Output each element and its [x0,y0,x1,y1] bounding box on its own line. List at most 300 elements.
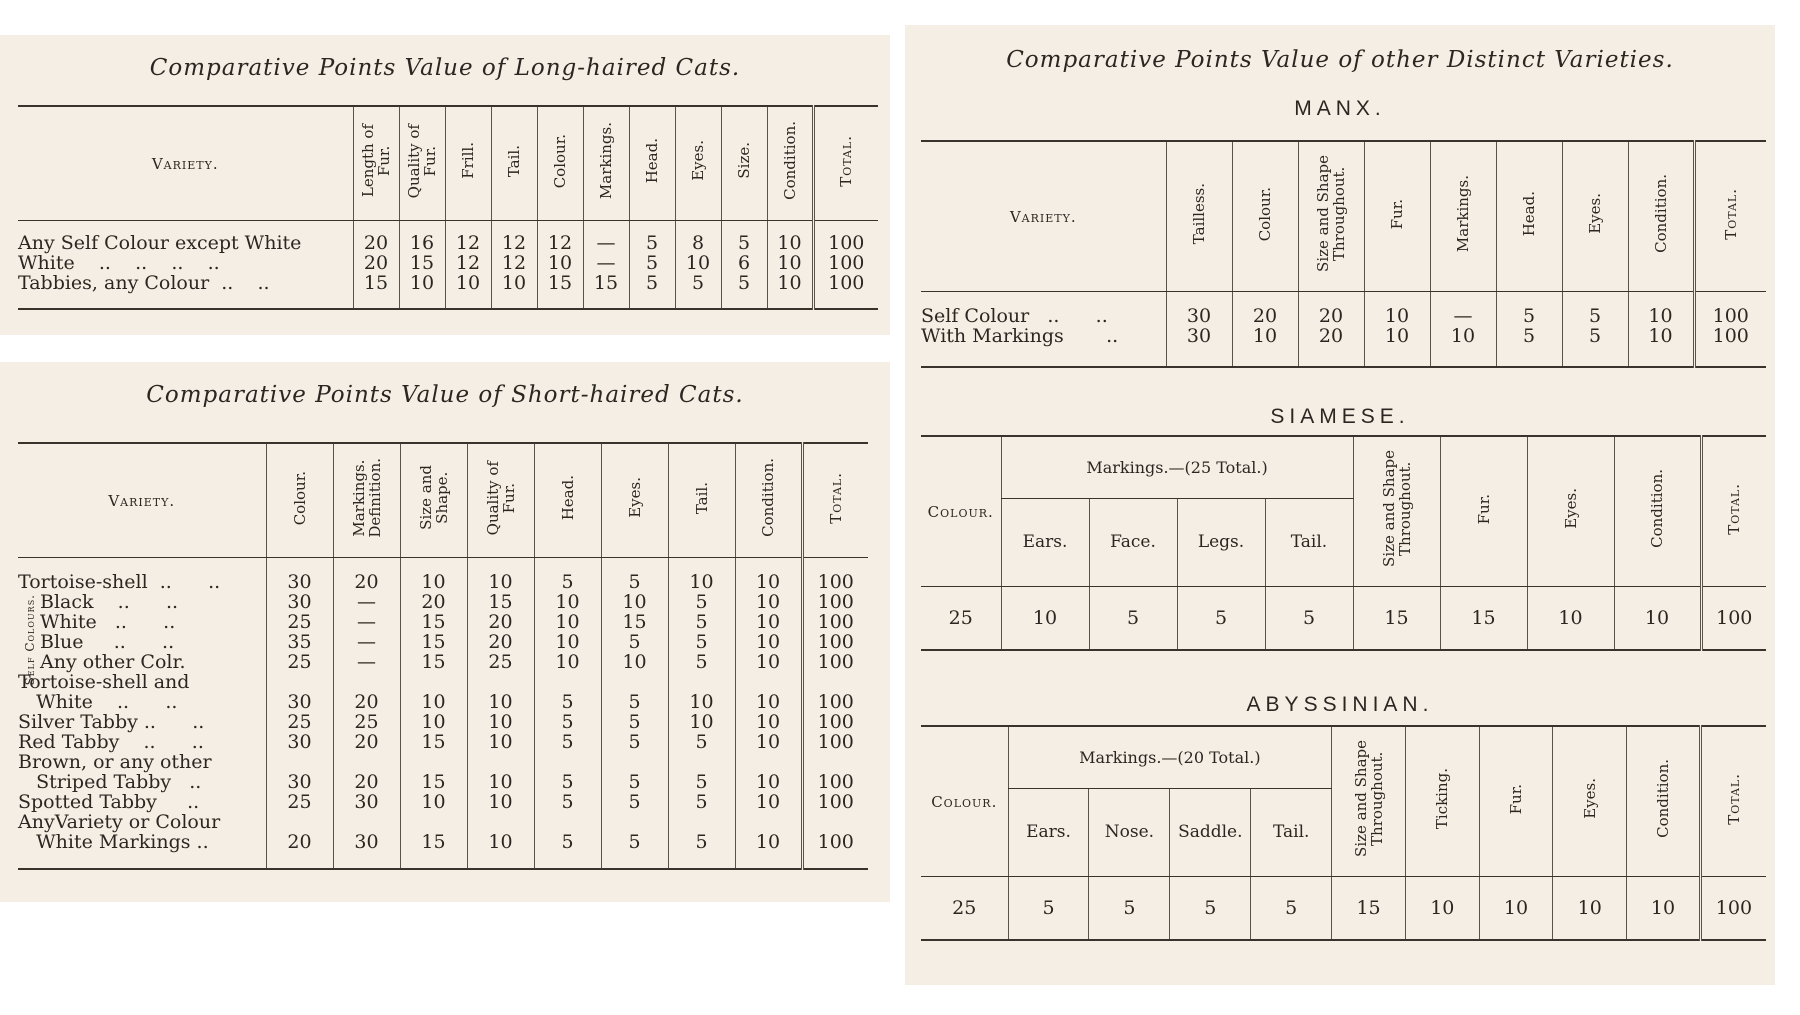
table-cell: 25 [921,586,1001,650]
table-cell: 100 [802,752,868,792]
table-cell: 15 [400,732,467,752]
table-cell: 100 [802,812,868,869]
table-cell: 5 [721,273,767,309]
table-cell: 100 [1701,586,1766,650]
short-haired-col-header [601,443,668,557]
table-cell: 30 [1166,291,1232,326]
table-cell: 15 [467,592,534,612]
table-row [921,586,1766,650]
abyssinian-col-header [1332,726,1406,876]
variety-name-text: White .. .. [40,610,176,633]
short-haired-body [18,557,868,869]
table-cell: 15 [400,652,467,672]
table-cell: 10 [735,592,802,612]
siamese-body [921,586,1766,650]
table-cell: 5 [601,752,668,792]
long-haired-col-header [767,106,813,220]
siamese-markings-sub-header: Tail. [1265,498,1353,586]
table-row [18,712,868,732]
table-cell: 5 [534,557,601,592]
table-cell: 20 [1232,291,1298,326]
table-cell: — [583,220,629,253]
table-cell: — [333,652,400,672]
table-cell: 10 [399,273,445,309]
table-cell: 5 [1089,876,1170,940]
other-varieties-panel [905,25,1775,985]
variety-name-text: Spotted Tabby .. [18,790,200,813]
table-cell: 10 [1628,291,1694,326]
table-row [18,592,868,612]
table-cell: 10 [735,752,802,792]
table-row [18,612,868,632]
long-haired-col-label: Eyes. [689,140,707,182]
table-row [18,557,868,592]
table-cell: 5 [1251,876,1332,940]
table-cell: 10 [735,612,802,632]
table-cell: 10 [1364,291,1430,326]
abyssinian-col-label: Condition. [1653,759,1672,839]
short-haired-col-header [467,443,534,557]
short-haired-table [18,442,868,870]
table-cell: 5 [668,752,735,792]
table-cell: 100 [802,732,868,752]
table-cell: 10 [467,812,534,869]
table-cell: 10 [1553,876,1627,940]
manx-col-header [1694,141,1766,291]
table-cell: 25 [467,652,534,672]
manx-header-row [921,141,1766,291]
table-row [18,652,868,672]
table-cell: 5 [1496,326,1562,367]
table-cell: 5 [668,812,735,869]
table-cell: 20 [333,732,400,752]
table-cell: 100 [1694,291,1766,326]
short-haired-panel [0,362,890,902]
variety-name [18,732,266,752]
table-cell: 25 [266,792,333,812]
table-cell: 30 [1166,326,1232,367]
siamese-markings-sub-header: Legs. [1177,498,1265,586]
long-haired-variety-header [18,106,353,220]
siamese-col-label: Total. [1725,482,1744,535]
table-cell: 10 [1628,326,1694,367]
short-haired-col-label: Eyes. [625,477,644,519]
variety-name: Any Self Colour except White [18,231,302,254]
table-cell: 5 [1170,876,1251,940]
table-cell: 6 [721,253,767,273]
table-cell: 10 [534,592,601,612]
long-haired-col-header [445,106,491,220]
table-cell: 5 [721,220,767,253]
long-haired-col-header [675,106,721,220]
abyssinian-colour-header: Colour. [921,726,1008,876]
table-cell: 5 [601,557,668,592]
manx-col-header [1166,141,1232,291]
table-row [18,792,868,812]
table-cell: 10 [668,712,735,732]
short-haired-col-header [802,443,868,557]
table-cell: 10 [400,557,467,592]
table-cell: 16 [399,220,445,253]
manx-col-label: Eyes. [1586,193,1604,235]
table-row [921,876,1766,940]
table-cell: 25 [333,712,400,732]
long-haired-col-header [629,106,675,220]
table-cell: 10 [534,632,601,652]
abyssinian-col-label: Fur. [1507,783,1526,814]
table-cell: 30 [266,752,333,792]
table-cell: 12 [445,220,491,253]
table-cell: 10 [735,672,802,712]
variety-name: Tabbies, any Colour .. .. [18,273,353,309]
table-cell: 10 [1430,326,1496,367]
table-cell: 12 [491,220,537,253]
variety-name-text: Tortoise-shell and White .. .. [18,670,190,713]
abyssinian-col-label: Ticking. [1433,768,1452,830]
table-cell: 5 [668,732,735,752]
table-cell: 10 [467,752,534,792]
table-cell: 10 [767,220,813,253]
table-row [18,812,868,869]
table-row [921,326,1766,367]
table-cell: 5 [601,732,668,752]
variety-name [18,612,266,632]
table-cell: 100 [802,672,868,712]
table-cell: 10 [445,273,491,309]
table-cell: 5 [1089,586,1177,650]
table-cell: 5 [1496,291,1562,326]
table-cell: 100 [813,273,878,309]
table-cell: 5 [675,273,721,309]
table-cell: 10 [1479,876,1553,940]
long-haired-col-label: Frill. [459,142,477,180]
manx-col-label: Tailless. [1190,183,1208,245]
short-haired-col-label: Markings. Definition. [349,457,384,538]
short-haired-col-label: Head. [558,475,577,521]
long-haired-col-label: Colour. [551,133,569,188]
table-cell: 10 [601,652,668,672]
long-haired-col-label: Total. [837,134,856,187]
abyssinian-col-header [1700,726,1766,876]
self-colours-label: Self Colours. [23,593,37,685]
table-cell: 30 [266,557,333,592]
table-cell: 10 [467,557,534,592]
siamese-markings-sub-header: Face. [1089,498,1177,586]
manx-col-label: Colour. [1256,186,1274,241]
table-row [18,253,878,273]
table-cell: 12 [491,253,537,273]
table-cell: 25 [266,612,333,632]
table-row [18,220,878,253]
variety-name-text: Silver Tabby .. .. [18,710,205,733]
table-cell: 10 [767,273,813,309]
table-cell: 5 [534,732,601,752]
short-haired-col-header [266,443,333,557]
variety-name-text: AnyVariety or Colour White Markings .. [18,810,221,853]
short-haired-title: Comparative Points Value of Short-haired Cats. [146,382,744,408]
table-cell: 5 [534,812,601,869]
manx-col-header [1496,141,1562,291]
long-haired-col-header [399,106,445,220]
siamese-colour-header: Colour. [921,436,1001,586]
table-cell: 5 [629,220,675,253]
table-cell: 25 [266,712,333,732]
table-cell: 10 [1232,326,1298,367]
table-cell: 5 [668,612,735,632]
table-cell: 5 [601,792,668,812]
table-cell: 30 [266,732,333,752]
variety-name-text: Blue .. .. [40,630,175,653]
long-haired-col-label: Length of Fur. [359,124,393,198]
table-cell: 15 [400,632,467,652]
table-cell: 10 [1364,326,1430,367]
table-cell: 20 [400,592,467,612]
table-cell: 35 [266,632,333,652]
abyssinian-col-label: Size and Shape Throughout. [1351,740,1386,858]
table-cell: 10 [467,792,534,812]
manx-heading: MANX. [1294,97,1386,120]
table-row [18,273,878,309]
table-cell: 20 [467,632,534,652]
long-haired-body [18,220,878,309]
table-cell: 100 [1694,326,1766,367]
short-haired-col-label: Quality of Fur. [483,460,518,535]
manx-variety-label: Variety. [1009,208,1077,227]
variety-name: With Markings .. [921,326,1166,367]
table-cell: 15 [537,273,583,309]
table-cell: 100 [802,612,868,632]
table-cell: 10 [675,253,721,273]
variety-name-text: Brown, or any other Striped Tabby .. [18,750,212,793]
short-haired-variety-label: Variety. [108,492,176,511]
table-cell: 10 [467,732,534,752]
table-cell: — [333,612,400,632]
siamese-col-header [1614,436,1701,586]
table-cell: 5 [601,712,668,732]
table-row [18,632,868,652]
manx-variety-header [921,141,1166,291]
table-cell: 10 [534,612,601,632]
table-cell: 100 [813,253,878,273]
long-haired-col-label: Condition. [780,121,799,201]
table-cell: 15 [400,812,467,869]
table-cell: — [333,592,400,612]
table-cell: 30 [333,812,400,869]
table-row [18,732,868,752]
abyssinian-markings-header: Markings.—(20 Total.) [1008,726,1332,788]
manx-col-header [1628,141,1694,291]
table-cell: — [583,253,629,273]
long-haired-col-label: Tail. [505,144,523,177]
variety-name-text: Black .. .. [40,590,179,613]
table-cell: 10 [601,592,668,612]
siamese-col-header [1353,436,1440,586]
table-cell: 10 [1001,586,1089,650]
variety-name [18,752,266,792]
manx-col-header [1562,141,1628,291]
table-cell: 20 [1298,326,1364,367]
long-haired-col-header [813,106,878,220]
table-cell: 10 [1527,586,1614,650]
variety-name [18,812,266,869]
table-cell: 5 [668,792,735,812]
table-cell: 10 [735,812,802,869]
table-cell: 10 [668,557,735,592]
table-cell: 5 [668,632,735,652]
other-varieties-title: Comparative Points Value of other Distinct Varieties. [1006,47,1674,73]
table-cell: 8 [675,220,721,253]
long-haired-header-row [18,106,878,220]
manx-col-label: Condition. [1651,174,1670,254]
table-row [18,672,868,712]
abyssinian-markings-sub-header: Tail. [1251,788,1332,876]
variety-name [18,557,266,592]
table-cell: 5 [534,792,601,812]
table-cell: 10 [735,732,802,752]
table-cell: 15 [583,273,629,309]
variety-name [18,712,266,732]
abyssinian-table [921,725,1766,941]
table-cell: 5 [1562,291,1628,326]
abyssinian-body [921,876,1766,940]
table-cell: 10 [467,712,534,732]
short-haired-col-label: Tail. [692,481,711,514]
siamese-markings-sub-header: Ears. [1001,498,1089,586]
table-cell: 20 [467,612,534,632]
siamese-col-label: Size and Shape Throughout. [1379,450,1414,568]
short-haired-col-label: Total. [826,471,845,524]
long-haired-col-header [353,106,399,220]
table-cell: 12 [537,220,583,253]
siamese-col-label: Eyes. [1561,488,1580,530]
long-haired-panel [0,35,890,335]
variety-name-text: Red Tabby .. .. [18,730,204,753]
long-haired-table [18,105,878,310]
long-haired-variety-label: Variety. [151,155,219,174]
long-haired-col-label: Head. [643,138,661,184]
variety-name [18,632,266,652]
abyssinian-col-label: Total. [1724,772,1743,825]
manx-col-header [1232,141,1298,291]
table-cell: 5 [601,812,668,869]
table-cell: 30 [333,792,400,812]
table-cell: 15 [1332,876,1406,940]
siamese-header-row [921,436,1766,498]
table-cell: 10 [668,672,735,712]
table-cell: 100 [802,592,868,612]
manx-col-header [1298,141,1364,291]
manx-col-label: Fur. [1388,198,1406,229]
long-haired-col-label: Size. [735,142,753,180]
variety-name-text: Tortoise-shell .. .. [18,570,221,593]
variety-name: White .. .. .. .. [18,251,220,274]
table-cell: 10 [735,652,802,672]
abyssinian-col-label: Eyes. [1580,778,1599,820]
siamese-markings-header: Markings.—(25 Total.) [1001,436,1353,498]
table-cell: 5 [534,672,601,712]
table-cell: 5 [668,592,735,612]
table-row [18,752,868,792]
siamese-table [921,435,1766,651]
abyssinian-header-row [921,726,1766,788]
variety-name-text: Any other Colr. [40,650,186,673]
table-cell: 10 [400,672,467,712]
siamese-col-header [1701,436,1766,586]
table-cell: 20 [353,220,399,253]
abyssinian-markings-sub-header: Ears. [1008,788,1089,876]
table-cell: 20 [333,672,400,712]
table-cell: 10 [400,792,467,812]
table-cell: 5 [629,273,675,309]
table-cell: 100 [813,220,878,253]
table-cell: 10 [735,792,802,812]
long-haired-col-header [583,106,629,220]
table-cell: 12 [445,253,491,273]
short-haired-variety-header [18,443,266,557]
abyssinian-col-header [1627,726,1701,876]
variety-name [18,652,266,672]
abyssinian-markings-sub-header: Nose. [1089,788,1170,876]
abyssinian-markings-sub-header: Saddle. [1170,788,1251,876]
long-haired-col-label: Quality of Fur. [405,123,439,198]
short-haired-header-row [18,443,868,557]
table-cell: 10 [1627,876,1701,940]
long-haired-col-header [491,106,537,220]
table-cell: 100 [802,557,868,592]
table-cell: 10 [735,632,802,652]
table-cell: 5 [1562,326,1628,367]
table-cell: 10 [400,712,467,732]
short-haired-col-header [333,443,400,557]
abyssinian-col-header [1405,726,1479,876]
table-cell: — [333,632,400,652]
table-cell: 15 [399,253,445,273]
short-haired-col-label: Condition. [759,458,777,538]
long-haired-title: Comparative Points Value of Long-haired Cats. [149,55,741,81]
table-cell: 15 [1353,586,1440,650]
siamese-col-label: Condition. [1648,469,1667,549]
manx-table [921,140,1766,368]
table-cell: 5 [534,712,601,732]
siamese-col-label: Fur. [1474,493,1493,524]
table-cell: 10 [767,253,813,273]
table-cell: 10 [491,273,537,309]
table-cell: 15 [400,612,467,632]
table-cell: 20 [1298,291,1364,326]
abyssinian-col-header [1553,726,1627,876]
short-haired-col-header [534,443,601,557]
table-cell: 10 [1614,586,1701,650]
variety-name [18,792,266,812]
manx-col-label: Head. [1520,191,1538,237]
table-cell: — [1430,291,1496,326]
table-cell: 10 [735,557,802,592]
manx-body [921,291,1766,367]
table-cell: 100 [802,792,868,812]
variety-name [18,672,266,712]
table-cell: 100 [802,632,868,652]
table-cell: 20 [266,812,333,869]
table-cell: 15 [353,273,399,309]
short-haired-col-label: Colour. [290,470,309,525]
short-haired-col-header [668,443,735,557]
table-cell: 5 [1177,586,1265,650]
short-haired-col-header [735,443,802,557]
short-haired-col-label: Size and Shape. [416,465,451,531]
table-cell: 30 [266,592,333,612]
table-cell: 5 [1265,586,1353,650]
table-cell: 5 [534,752,601,792]
